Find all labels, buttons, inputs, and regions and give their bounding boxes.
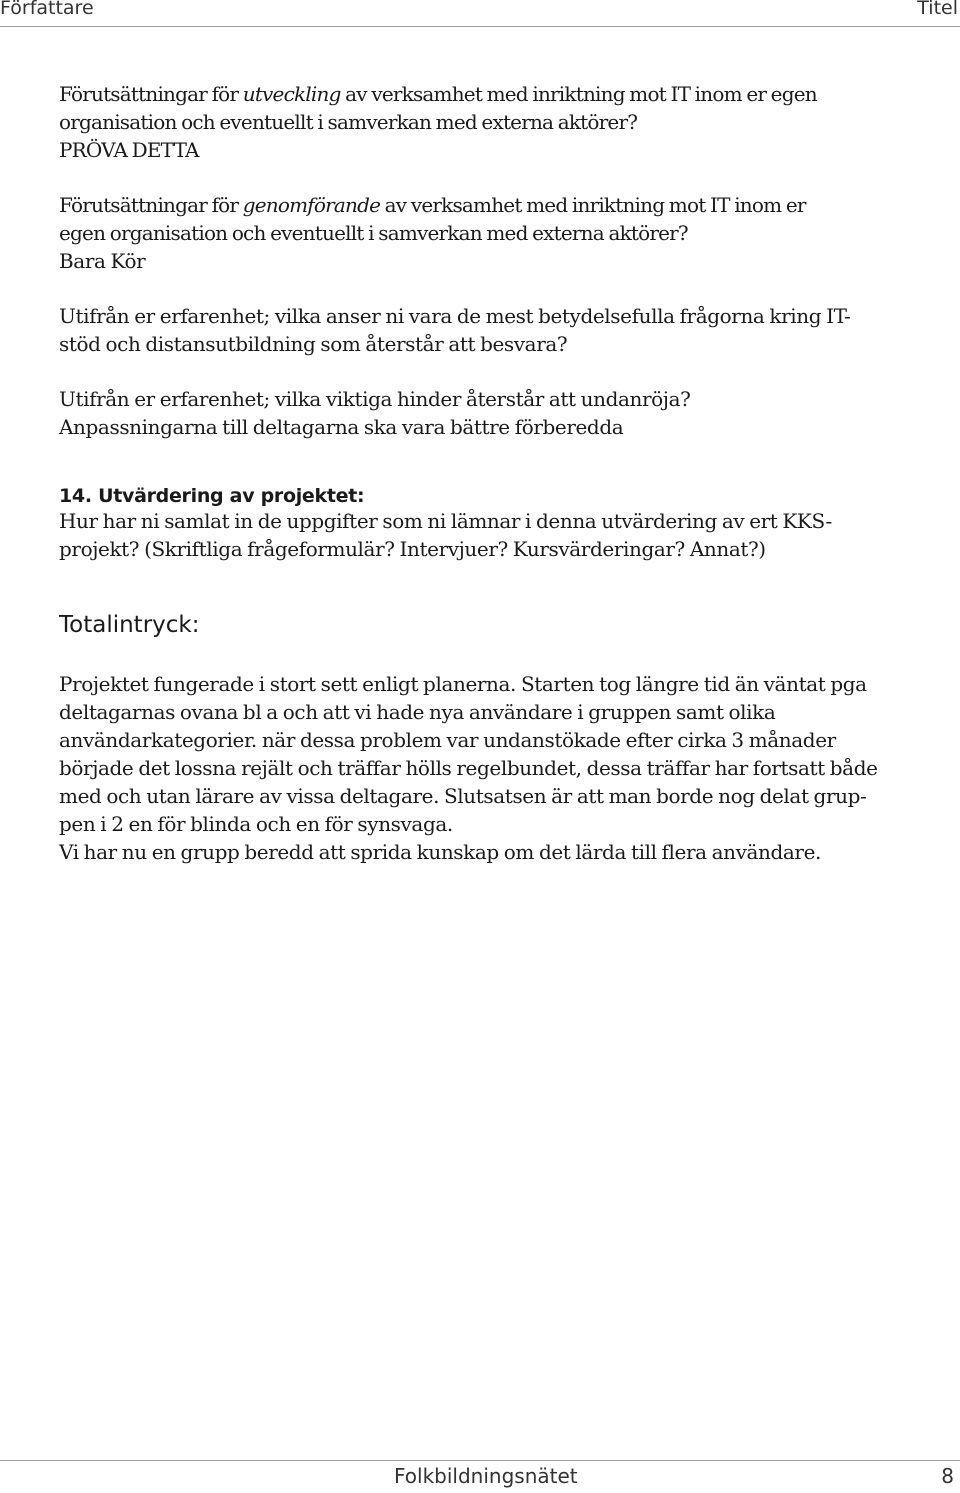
header-divider — [0, 26, 960, 27]
page-number: 8 — [941, 1464, 954, 1488]
overall-line: deltagarnas ovana bl a och att vi hade nya användare i gruppen samt olika — [59, 700, 776, 724]
overall-line: användarkategorier. när dessa problem var undanstökade efter cirka 3 månader — [59, 728, 836, 752]
question-development-line-2: organisation och eventuellt i samverkan med externa aktörer? — [59, 110, 638, 134]
emphasis: utveckling — [242, 82, 341, 106]
section-overall — [59, 610, 199, 640]
page-header — [0, 0, 960, 24]
text: av verksamhet med inriktning mot IT inom er — [380, 193, 806, 217]
question-development — [59, 80, 817, 164]
footer-divider — [0, 1460, 960, 1461]
footer-publisher: Folkbildningsnätet — [394, 1464, 578, 1488]
question-important-issues-line-1: Utifrån er erfarenhet; vilka anser ni vara de mest betydelsefulla frågorna kring IT- — [59, 304, 851, 328]
evaluation-question-line-2: projekt? (Skriftliga frågeformulär? Intervjuer? Kursvärderingar? Annat?) — [59, 537, 766, 561]
question-implementation-line-2: egen organisation och eventuellt i samverkan med externa aktörer? — [59, 221, 688, 245]
answer-implementation: Bara Kör — [59, 249, 146, 273]
text: av verksamhet med inriktning mot IT inom er egen — [340, 82, 817, 106]
overall-line: började det lossna rejält och träffar hölls regelbundet, dessa träffar har fortsatt både — [59, 756, 878, 780]
question-important-issues — [59, 302, 850, 358]
text: Förutsättningar för — [59, 82, 243, 106]
question-implementation-line — [59, 191, 806, 219]
section-heading-overall: Totalintryck: — [59, 612, 200, 638]
question-development-line — [59, 80, 817, 108]
question-obstacles — [59, 385, 690, 441]
answer-obstacles: Anpassningarna till deltagarna ska vara bättre förberedda — [59, 415, 624, 439]
evaluation-question-line-1: Hur har ni samlat in de uppgifter som ni lämnar i denna utvärdering av ert KKS- — [59, 509, 832, 533]
overall-line: med och utan lärare av vissa deltagare. Slutsatsen är att man borde nog delat grup- — [59, 784, 867, 808]
overall-line: Projektet fungerade i stort sett enligt planerna. Starten tog längre tid än väntat pga — [59, 672, 867, 696]
emphasis: genomförande — [242, 193, 381, 217]
overall-line: pen i 2 en för blinda och en för synsvaga. — [59, 812, 453, 836]
answer-development: PRÖVA DETTA — [59, 138, 199, 162]
section-evaluation — [59, 485, 832, 563]
question-important-issues-line-2: stöd och distansutbildning som återstår att besvara? — [59, 332, 568, 356]
text: Förutsättningar för — [59, 193, 243, 217]
header-author: Författare — [0, 0, 94, 19]
overall-paragraph — [59, 670, 878, 866]
question-implementation — [59, 191, 806, 275]
question-obstacles-line: Utifrån er erfarenhet; vilka viktiga hinder återstår att undanröja? — [59, 387, 691, 411]
section-heading-evaluation: 14. Utvärdering av projektet: — [59, 485, 365, 507]
header-title: Titel — [917, 0, 958, 19]
overall-line: Vi har nu en grupp beredd att sprida kunskap om det lärda till flera användare. — [59, 840, 821, 864]
